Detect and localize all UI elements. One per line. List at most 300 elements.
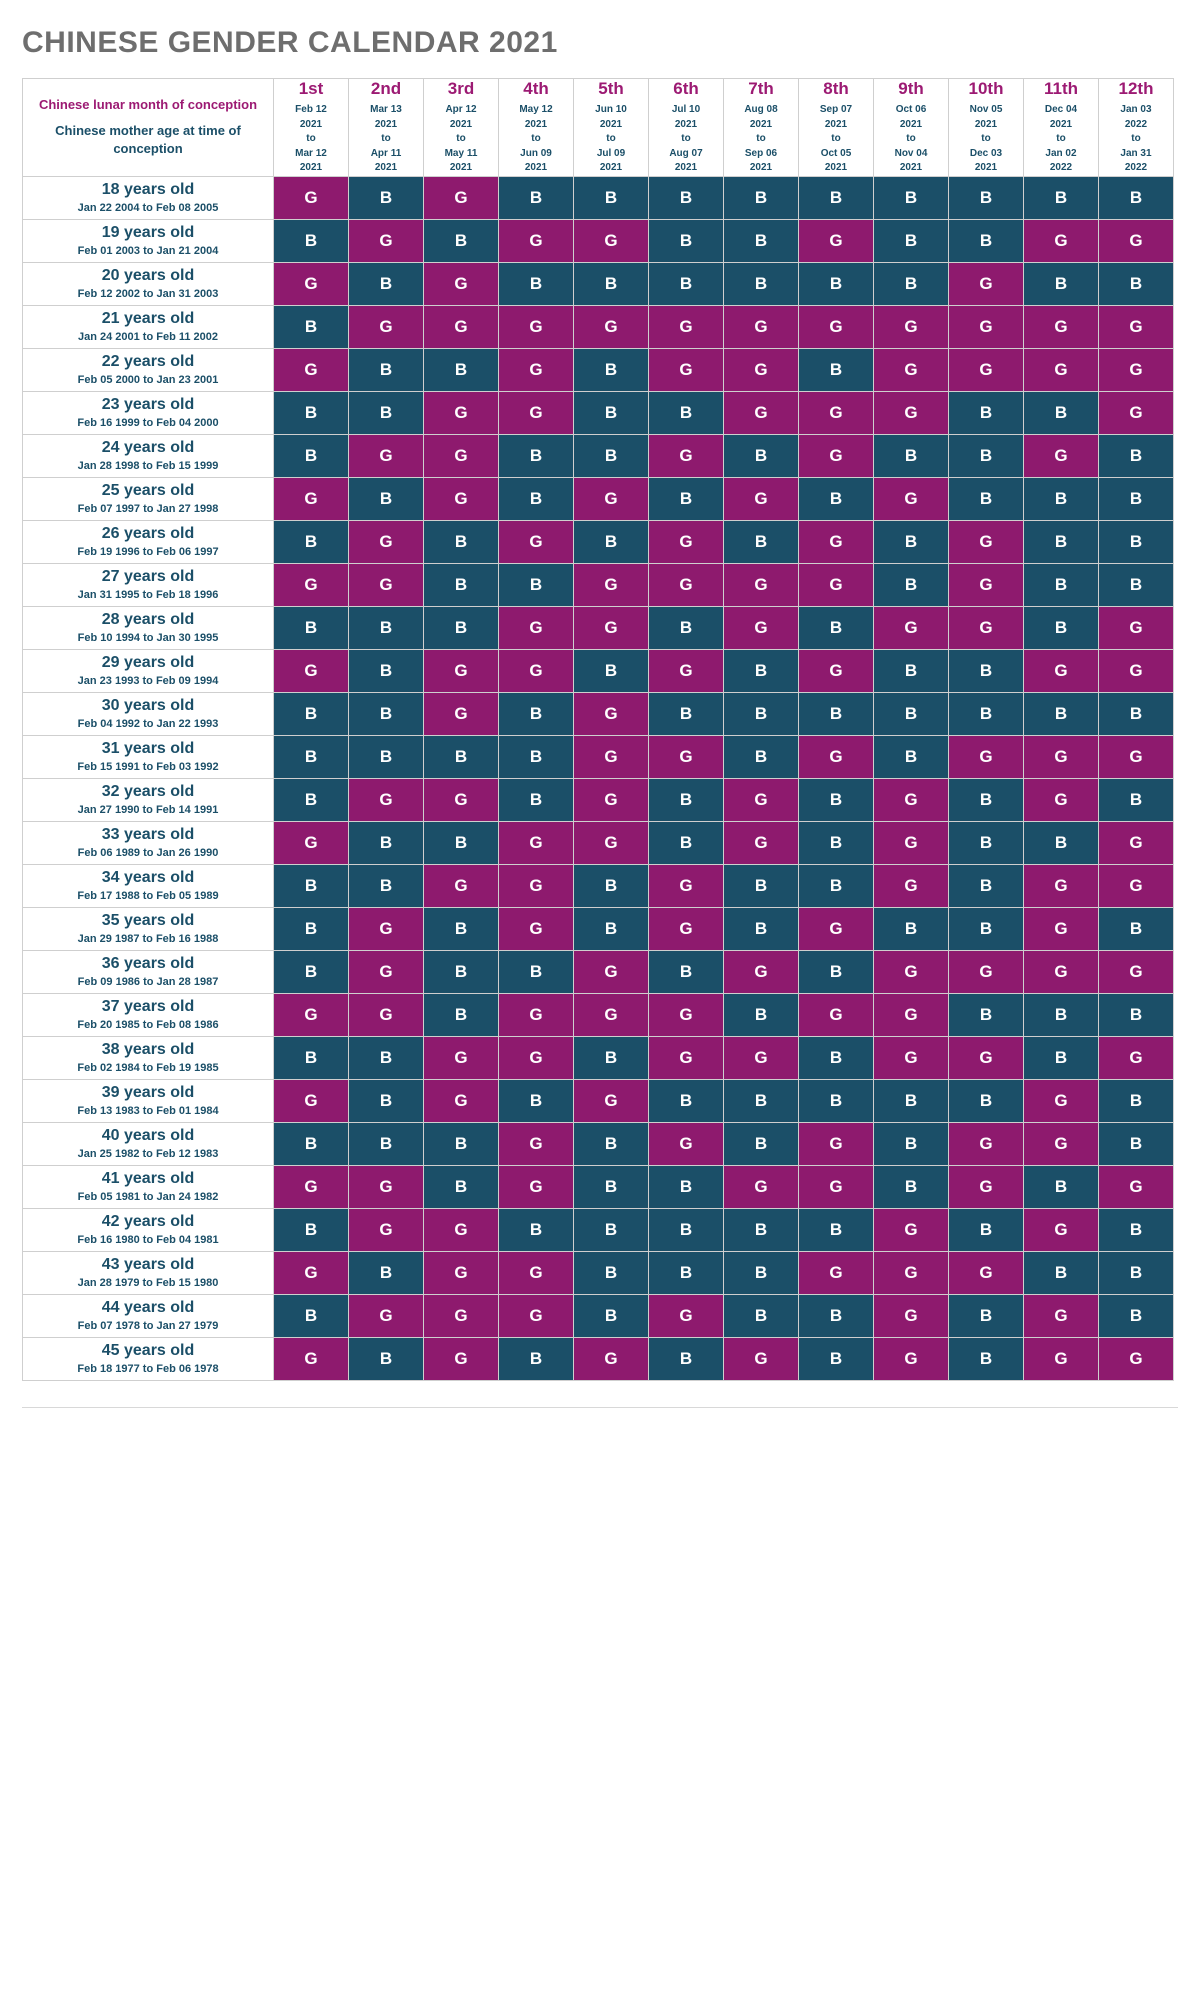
prediction-cell: G <box>424 1294 499 1337</box>
prediction-cell: B <box>949 1337 1024 1380</box>
prediction-cell: B <box>349 1036 424 1079</box>
age-label: 20 years old <box>101 267 195 284</box>
age-label: 18 years old <box>101 181 195 198</box>
prediction-cell: B <box>1099 1122 1174 1165</box>
prediction-cell: B <box>724 1122 799 1165</box>
month-date-range: Feb 12 2021 to Mar 12 2021 <box>295 104 327 173</box>
prediction-cell: B <box>874 649 949 692</box>
prediction-cell: G <box>574 821 649 864</box>
age-birth-range: Feb 01 2003 to Jan 21 2004 <box>77 245 219 257</box>
prediction-cell: B <box>874 1122 949 1165</box>
prediction-cell: B <box>799 1079 874 1122</box>
prediction-cell: B <box>499 434 574 477</box>
age-cell <box>23 348 274 391</box>
prediction-cell: G <box>349 520 424 563</box>
prediction-cell: B <box>574 1251 649 1294</box>
prediction-cell: B <box>724 1079 799 1122</box>
table-row <box>23 477 1174 520</box>
prediction-cell: B <box>799 778 874 821</box>
prediction-cell: G <box>574 563 649 606</box>
prediction-cell: G <box>424 1079 499 1122</box>
prediction-cell: B <box>1099 1294 1174 1337</box>
month-header-10th <box>949 79 1024 177</box>
prediction-cell: G <box>1024 1208 1099 1251</box>
prediction-cell: G <box>724 821 799 864</box>
prediction-cell: B <box>949 434 1024 477</box>
prediction-cell: G <box>949 348 1024 391</box>
prediction-cell: G <box>874 391 949 434</box>
prediction-cell: B <box>1024 477 1099 520</box>
age-label: 30 years old <box>101 697 195 714</box>
prediction-cell: G <box>724 950 799 993</box>
prediction-cell: B <box>424 821 499 864</box>
month-header-3rd <box>424 79 499 177</box>
prediction-cell: G <box>1099 1036 1174 1079</box>
month-date-range: Sep 07 2021 to Oct 05 2021 <box>819 104 853 173</box>
age-birth-range: Jan 25 1982 to Feb 12 1983 <box>77 1148 219 1160</box>
prediction-cell: B <box>574 348 649 391</box>
age-label: 33 years old <box>101 826 195 843</box>
prediction-cell: B <box>874 563 949 606</box>
prediction-cell: B <box>574 520 649 563</box>
prediction-cell: G <box>649 563 724 606</box>
prediction-cell: G <box>874 1337 949 1380</box>
prediction-cell: G <box>1099 348 1174 391</box>
prediction-cell: G <box>574 950 649 993</box>
age-label: 24 years old <box>101 439 195 456</box>
prediction-cell: G <box>574 305 649 348</box>
prediction-cell: B <box>1099 176 1174 219</box>
prediction-cell: B <box>274 520 349 563</box>
prediction-cell: B <box>499 477 574 520</box>
prediction-cell: G <box>274 1337 349 1380</box>
prediction-cell: B <box>274 219 349 262</box>
prediction-cell: B <box>799 864 874 907</box>
age-cell <box>23 262 274 305</box>
month-header-11th <box>1024 79 1099 177</box>
age-label: 21 years old <box>101 310 195 327</box>
age-label: 22 years old <box>101 353 195 370</box>
prediction-cell: G <box>274 1079 349 1122</box>
age-birth-range: Feb 05 1981 to Jan 24 1982 <box>77 1191 219 1203</box>
month-header-4th <box>499 79 574 177</box>
age-birth-range: Feb 16 1999 to Feb 04 2000 <box>77 417 219 429</box>
age-label: 31 years old <box>101 740 195 757</box>
prediction-cell: B <box>724 262 799 305</box>
prediction-cell: B <box>649 1165 724 1208</box>
age-label: 39 years old <box>101 1084 195 1101</box>
prediction-cell: G <box>574 735 649 778</box>
age-label: 34 years old <box>101 869 195 886</box>
prediction-cell: G <box>1099 735 1174 778</box>
prediction-cell: G <box>349 1294 424 1337</box>
prediction-cell: G <box>499 391 574 434</box>
prediction-cell: G <box>424 1337 499 1380</box>
prediction-cell: B <box>724 1208 799 1251</box>
prediction-cell: B <box>274 778 349 821</box>
prediction-cell: B <box>949 219 1024 262</box>
month-ordinal: 3rd <box>447 79 475 98</box>
month-date-range: Oct 06 2021 to Nov 04 2021 <box>894 104 928 173</box>
age-label: 43 years old <box>101 1256 195 1273</box>
prediction-cell: B <box>949 993 1024 1036</box>
prediction-cell: B <box>574 1165 649 1208</box>
prediction-cell: G <box>724 348 799 391</box>
prediction-cell: B <box>1024 606 1099 649</box>
prediction-cell: G <box>424 434 499 477</box>
prediction-cell: G <box>574 993 649 1036</box>
prediction-cell: B <box>274 692 349 735</box>
age-cell <box>23 864 274 907</box>
prediction-cell: B <box>649 477 724 520</box>
table-row <box>23 219 1174 262</box>
prediction-cell: B <box>274 1122 349 1165</box>
table-row <box>23 391 1174 434</box>
table-header-row <box>23 79 1174 177</box>
month-date-range: Apr 12 2021 to May 11 2021 <box>444 104 478 173</box>
prediction-cell: B <box>1099 907 1174 950</box>
prediction-cell: G <box>499 606 574 649</box>
prediction-cell: G <box>574 477 649 520</box>
prediction-cell: B <box>649 606 724 649</box>
age-cell <box>23 305 274 348</box>
month-date-range: Aug 08 2021 to Sep 06 2021 <box>744 104 778 173</box>
prediction-cell: G <box>949 950 1024 993</box>
prediction-cell: G <box>949 1165 1024 1208</box>
prediction-cell: B <box>349 176 424 219</box>
prediction-cell: B <box>349 864 424 907</box>
prediction-cell: B <box>949 864 1024 907</box>
prediction-cell: G <box>874 305 949 348</box>
prediction-cell: G <box>274 563 349 606</box>
prediction-cell: B <box>274 735 349 778</box>
prediction-cell: G <box>724 778 799 821</box>
prediction-cell: B <box>349 1251 424 1294</box>
age-label: 19 years old <box>101 224 195 241</box>
prediction-cell: B <box>799 348 874 391</box>
prediction-cell: B <box>1099 993 1174 1036</box>
prediction-cell: G <box>274 262 349 305</box>
age-birth-range: Feb 17 1988 to Feb 05 1989 <box>77 890 219 902</box>
prediction-cell: B <box>649 1251 724 1294</box>
prediction-cell: B <box>1024 391 1099 434</box>
age-label: 25 years old <box>101 482 195 499</box>
prediction-cell: G <box>499 1122 574 1165</box>
age-label: 26 years old <box>101 525 195 542</box>
prediction-cell: B <box>499 735 574 778</box>
prediction-cell: G <box>799 563 874 606</box>
prediction-cell: B <box>874 176 949 219</box>
month-date-range: Dec 04 2021 to Jan 02 2022 <box>1044 104 1078 173</box>
prediction-cell: G <box>799 520 874 563</box>
prediction-cell: G <box>1099 950 1174 993</box>
age-birth-range: Feb 16 1980 to Feb 04 1981 <box>77 1234 219 1246</box>
prediction-cell: G <box>649 1122 724 1165</box>
prediction-cell: G <box>274 176 349 219</box>
prediction-cell: G <box>649 305 724 348</box>
prediction-cell: B <box>1099 778 1174 821</box>
month-header-5th <box>574 79 649 177</box>
prediction-cell: G <box>499 1251 574 1294</box>
age-birth-range: Feb 15 1991 to Feb 03 1992 <box>77 761 219 773</box>
prediction-cell: B <box>424 520 499 563</box>
prediction-cell: G <box>499 649 574 692</box>
prediction-cell: B <box>349 821 424 864</box>
table-row <box>23 1165 1174 1208</box>
age-label: 41 years old <box>101 1170 195 1187</box>
prediction-cell: G <box>574 778 649 821</box>
prediction-cell: G <box>499 821 574 864</box>
age-label: 23 years old <box>101 396 195 413</box>
prediction-cell: B <box>724 1294 799 1337</box>
prediction-cell: G <box>649 434 724 477</box>
table-row <box>23 907 1174 950</box>
table-row <box>23 348 1174 391</box>
prediction-cell: B <box>949 1079 1024 1122</box>
prediction-cell: B <box>1099 1208 1174 1251</box>
prediction-cell: B <box>424 1165 499 1208</box>
prediction-cell: G <box>274 348 349 391</box>
month-header-8th <box>799 79 874 177</box>
prediction-cell: B <box>499 563 574 606</box>
table-row <box>23 821 1174 864</box>
prediction-cell: G <box>949 563 1024 606</box>
prediction-cell: G <box>649 864 724 907</box>
prediction-cell: G <box>799 219 874 262</box>
age-label: 32 years old <box>101 783 195 800</box>
prediction-cell: B <box>949 692 1024 735</box>
prediction-cell: B <box>799 1208 874 1251</box>
month-ordinal: 7th <box>748 79 774 98</box>
prediction-cell: B <box>1024 692 1099 735</box>
prediction-cell: B <box>274 606 349 649</box>
age-birth-range: Feb 06 1989 to Jan 26 1990 <box>77 847 219 859</box>
prediction-cell: B <box>874 692 949 735</box>
prediction-cell: B <box>499 778 574 821</box>
table-row <box>23 1337 1174 1380</box>
prediction-cell: G <box>574 606 649 649</box>
prediction-cell: B <box>349 477 424 520</box>
prediction-cell: B <box>499 1079 574 1122</box>
age-cell <box>23 477 274 520</box>
prediction-cell: B <box>799 477 874 520</box>
prediction-cell: G <box>724 606 799 649</box>
prediction-cell: B <box>274 1036 349 1079</box>
prediction-cell: B <box>1024 1165 1099 1208</box>
prediction-cell: G <box>349 219 424 262</box>
age-cell <box>23 778 274 821</box>
prediction-cell: B <box>574 391 649 434</box>
prediction-cell: B <box>349 262 424 305</box>
age-label: 40 years old <box>101 1127 195 1144</box>
prediction-cell: B <box>424 563 499 606</box>
prediction-cell: G <box>724 1036 799 1079</box>
prediction-cell: G <box>874 778 949 821</box>
prediction-cell: B <box>724 176 799 219</box>
age-birth-range: Feb 20 1985 to Feb 08 1986 <box>77 1019 219 1031</box>
prediction-cell: G <box>499 219 574 262</box>
age-birth-range: Feb 07 1997 to Jan 27 1998 <box>77 503 219 515</box>
prediction-cell: G <box>349 305 424 348</box>
prediction-cell: G <box>1024 348 1099 391</box>
prediction-cell: B <box>799 1294 874 1337</box>
table-row <box>23 993 1174 1036</box>
prediction-cell: B <box>949 477 1024 520</box>
prediction-cell: B <box>724 434 799 477</box>
prediction-cell: B <box>1099 563 1174 606</box>
prediction-cell: G <box>499 993 574 1036</box>
table-row <box>23 1036 1174 1079</box>
prediction-cell: G <box>349 778 424 821</box>
prediction-cell: G <box>949 735 1024 778</box>
prediction-cell: B <box>274 950 349 993</box>
table-row <box>23 606 1174 649</box>
table-corner-header <box>23 79 274 177</box>
prediction-cell: G <box>1024 1079 1099 1122</box>
prediction-cell: B <box>724 735 799 778</box>
prediction-cell: G <box>1024 305 1099 348</box>
prediction-cell: B <box>724 907 799 950</box>
prediction-cell: G <box>799 434 874 477</box>
prediction-cell: B <box>574 649 649 692</box>
age-cell <box>23 520 274 563</box>
age-birth-range: Jan 22 2004 to Feb 08 2005 <box>77 202 219 214</box>
prediction-cell: B <box>424 993 499 1036</box>
age-cell <box>23 1337 274 1380</box>
month-header-9th <box>874 79 949 177</box>
prediction-cell: B <box>274 434 349 477</box>
age-birth-range: Jan 23 1993 to Feb 09 1994 <box>77 675 219 687</box>
month-header-12th <box>1099 79 1174 177</box>
prediction-cell: B <box>1024 262 1099 305</box>
prediction-cell: G <box>1024 735 1099 778</box>
age-birth-range: Jan 28 1998 to Feb 15 1999 <box>77 460 219 472</box>
prediction-cell: G <box>874 821 949 864</box>
table-row <box>23 1079 1174 1122</box>
age-cell <box>23 993 274 1036</box>
prediction-cell: B <box>949 176 1024 219</box>
prediction-cell: G <box>424 1251 499 1294</box>
prediction-cell: B <box>349 735 424 778</box>
age-cell <box>23 649 274 692</box>
prediction-cell: B <box>499 262 574 305</box>
prediction-cell: G <box>499 1165 574 1208</box>
prediction-cell: G <box>1099 1337 1174 1380</box>
prediction-cell: B <box>799 1036 874 1079</box>
prediction-cell: G <box>649 520 724 563</box>
prediction-cell: B <box>274 907 349 950</box>
prediction-cell: B <box>274 305 349 348</box>
table-row <box>23 950 1174 993</box>
prediction-cell: G <box>274 1165 349 1208</box>
month-ordinal: 1st <box>298 79 324 98</box>
prediction-cell: G <box>799 305 874 348</box>
prediction-cell: G <box>499 1036 574 1079</box>
prediction-cell: G <box>799 993 874 1036</box>
prediction-cell: G <box>874 606 949 649</box>
table-row <box>23 262 1174 305</box>
prediction-cell: G <box>649 907 724 950</box>
prediction-cell: G <box>499 348 574 391</box>
age-cell <box>23 1165 274 1208</box>
prediction-cell: B <box>799 692 874 735</box>
prediction-cell: G <box>799 735 874 778</box>
prediction-cell: G <box>799 1122 874 1165</box>
age-birth-range: Jan 28 1979 to Feb 15 1980 <box>77 1277 219 1289</box>
prediction-cell: B <box>499 950 574 993</box>
prediction-cell: B <box>724 520 799 563</box>
prediction-cell: B <box>1024 821 1099 864</box>
prediction-cell: B <box>949 907 1024 950</box>
age-label: 36 years old <box>101 955 195 972</box>
prediction-cell: B <box>799 262 874 305</box>
month-header-2nd <box>349 79 424 177</box>
gender-calendar-table <box>22 78 1174 1381</box>
prediction-cell: G <box>874 348 949 391</box>
prediction-cell: B <box>649 176 724 219</box>
month-date-range: Jul 10 2021 to Aug 07 2021 <box>669 104 703 173</box>
prediction-cell: B <box>1099 434 1174 477</box>
corner-header-mother-age: Chinese mother age at time of conception <box>55 123 241 156</box>
prediction-cell: G <box>574 219 649 262</box>
prediction-cell: B <box>574 864 649 907</box>
prediction-cell: B <box>574 262 649 305</box>
month-ordinal: 12th <box>1118 79 1154 98</box>
prediction-cell: B <box>724 993 799 1036</box>
prediction-cell: B <box>649 219 724 262</box>
prediction-cell: B <box>949 391 1024 434</box>
prediction-cell: G <box>649 1036 724 1079</box>
prediction-cell: G <box>799 1251 874 1294</box>
prediction-cell: G <box>349 950 424 993</box>
prediction-cell: G <box>874 950 949 993</box>
prediction-cell: B <box>349 649 424 692</box>
month-ordinal: 10th <box>968 79 1004 98</box>
prediction-cell: B <box>949 778 1024 821</box>
prediction-cell: G <box>949 606 1024 649</box>
prediction-cell: G <box>1099 864 1174 907</box>
prediction-cell: G <box>1024 864 1099 907</box>
age-label: 28 years old <box>101 611 195 628</box>
prediction-cell: G <box>424 649 499 692</box>
prediction-cell: B <box>874 434 949 477</box>
age-label: 27 years old <box>101 568 195 585</box>
prediction-cell: G <box>349 907 424 950</box>
prediction-cell: B <box>499 1208 574 1251</box>
prediction-cell: G <box>724 563 799 606</box>
month-date-range: Jun 10 2021 to Jul 09 2021 <box>595 104 627 173</box>
prediction-cell: B <box>649 950 724 993</box>
prediction-cell: G <box>574 692 649 735</box>
prediction-cell: G <box>1099 1165 1174 1208</box>
prediction-cell: B <box>1099 262 1174 305</box>
prediction-cell: B <box>1099 1251 1174 1294</box>
prediction-cell: G <box>1099 606 1174 649</box>
prediction-cell: G <box>874 864 949 907</box>
prediction-cell: G <box>424 864 499 907</box>
prediction-cell: G <box>649 348 724 391</box>
prediction-cell: B <box>424 1122 499 1165</box>
prediction-cell: G <box>424 778 499 821</box>
age-birth-range: Jan 24 2001 to Feb 11 2002 <box>77 331 219 343</box>
table-header <box>23 79 1174 177</box>
prediction-cell: B <box>274 864 349 907</box>
prediction-cell: B <box>949 1294 1024 1337</box>
age-cell <box>23 907 274 950</box>
prediction-cell: G <box>724 305 799 348</box>
prediction-cell: B <box>1024 520 1099 563</box>
prediction-cell: B <box>349 1079 424 1122</box>
